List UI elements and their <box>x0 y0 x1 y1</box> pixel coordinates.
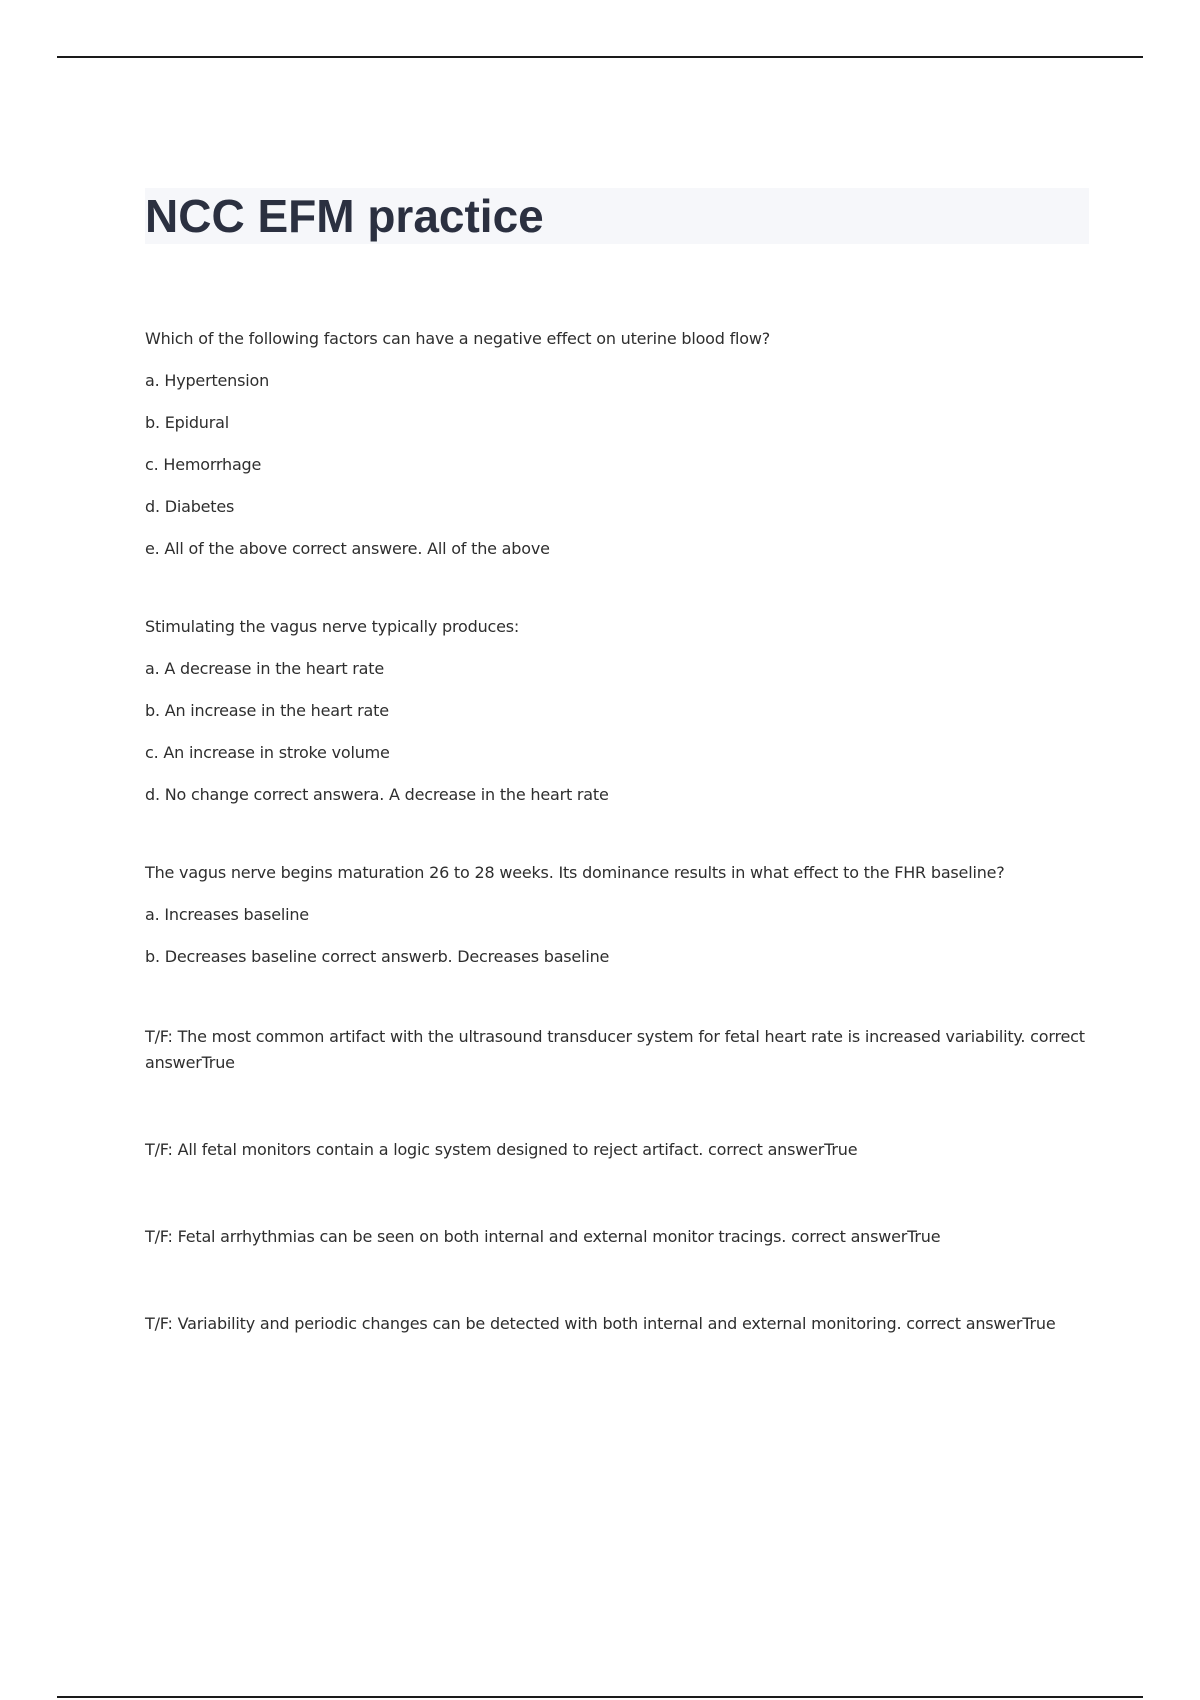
answer-option: d. Diabetes <box>145 497 235 516</box>
answer-option: a. Hypertension <box>145 371 270 390</box>
question-1 <box>145 328 1085 560</box>
page-title: NCC EFM practice <box>145 190 544 242</box>
answer-option: b. Epidural <box>145 413 229 432</box>
answer-option: c. Hemorrhage <box>145 455 262 474</box>
answer-option: e. All of the above correct answere. All of the above <box>145 539 550 558</box>
question-prompt: The vagus nerve begins maturation 26 to 28 weeks. Its dominance results in what effect to the FHR baseline? <box>145 863 1005 882</box>
answer-option: c. An increase in stroke volume <box>145 743 390 762</box>
true-false-item-4 <box>145 1311 1085 1337</box>
true-false-text: T/F: Fetal arrhythmias can be seen on both internal and external monitor tracings. correct answerTrue <box>145 1227 941 1246</box>
answer-option: a. Increases baseline <box>145 905 309 924</box>
answer-option: d. No change correct answera. A decrease in the heart rate <box>145 785 609 804</box>
header-rule <box>57 56 1143 58</box>
answer-option: b. Decreases baseline correct answerb. Decreases baseline <box>145 947 610 966</box>
true-false-text: T/F: Variability and periodic changes can be detected with both internal and external monitoring. correct answerTrue <box>145 1314 1056 1333</box>
question-3 <box>145 862 1085 968</box>
question-prompt: Stimulating the vagus nerve typically produces: <box>145 617 520 636</box>
answer-option: b. An increase in the heart rate <box>145 701 389 720</box>
true-false-text: T/F: All fetal monitors contain a logic system designed to reject artifact. correct answerTrue <box>145 1140 858 1159</box>
question-prompt: Which of the following factors can have a negative effect on uterine blood flow? <box>145 329 771 348</box>
true-false-text: T/F: The most common artifact with the ultrasound transducer system for fetal heart rate is increased variability. correct answerTrue <box>145 1027 1085 1072</box>
answer-option: a. A decrease in the heart rate <box>145 659 384 678</box>
question-2 <box>145 616 1085 806</box>
document-body <box>145 328 1085 1398</box>
true-false-item-1 <box>145 1024 1085 1076</box>
footer-rule <box>57 1696 1143 1698</box>
true-false-item-2 <box>145 1137 1085 1163</box>
true-false-item-3 <box>145 1224 1085 1250</box>
